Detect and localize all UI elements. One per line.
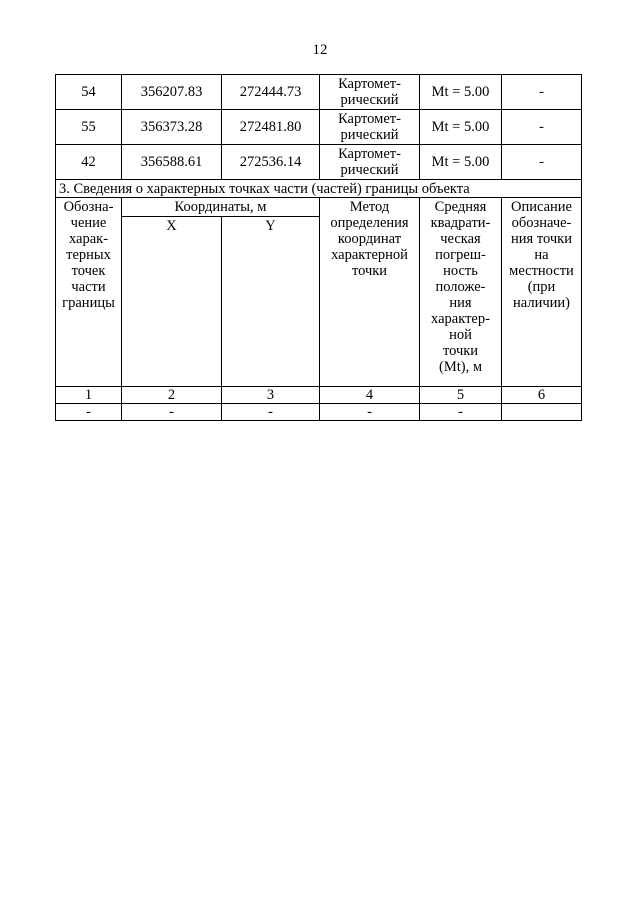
table-row [56, 145, 582, 180]
column-number: 6 [502, 387, 582, 404]
table-row [56, 110, 582, 145]
description-cell: - [502, 145, 582, 180]
y-coordinate-cell: 272536.14 [222, 145, 320, 180]
y-header: Y [222, 217, 320, 387]
empty-cell [502, 404, 582, 421]
coordinates-header: Координаты, м [122, 198, 320, 217]
section-title: 3. Сведения о характерных точках части (частей) границы объекта [56, 180, 582, 198]
y-coordinate-cell: 272444.73 [222, 75, 320, 110]
column-number: 4 [320, 387, 420, 404]
column-number: 5 [420, 387, 502, 404]
section-title-row [56, 180, 582, 198]
column-number: 2 [122, 387, 222, 404]
column-number: 1 [56, 387, 122, 404]
empty-cell: - [122, 404, 222, 421]
point-number-cell: 55 [56, 110, 122, 145]
column-number: 3 [222, 387, 320, 404]
table-row [56, 75, 582, 110]
description-header: Описание обозначе- ния точки на местности (при наличии) [502, 198, 582, 387]
method-header: Метод определения координат характерной точки [320, 198, 420, 387]
description-cell: - [502, 75, 582, 110]
accuracy-cell: Mt = 5.00 [420, 75, 502, 110]
point-number-cell: 42 [56, 145, 122, 180]
description-cell: - [502, 110, 582, 145]
y-coordinate-cell: 272481.80 [222, 110, 320, 145]
empty-cell: - [222, 404, 320, 421]
page-number: 12 [312, 42, 328, 58]
x-coordinate-cell: 356373.28 [122, 110, 222, 145]
x-header: X [122, 217, 222, 387]
accuracy-cell: Mt = 5.00 [420, 145, 502, 180]
empty-cell: - [320, 404, 420, 421]
accuracy-cell: Mt = 5.00 [420, 110, 502, 145]
column-numbers-row [56, 387, 582, 404]
point-number-cell: 54 [56, 75, 122, 110]
empty-cell: - [56, 404, 122, 421]
method-cell: Картомет- рический [320, 110, 420, 145]
x-coordinate-cell: 356588.61 [122, 145, 222, 180]
x-coordinate-cell: 356207.83 [122, 75, 222, 110]
accuracy-header: Средняя квадрати- ческая погреш- ность положе- ния характер- ной точки (Mt), м [420, 198, 502, 387]
method-cell: Картомет- рический [320, 75, 420, 110]
method-cell: Картомет- рический [320, 145, 420, 180]
header-row [56, 198, 582, 217]
boundary-points-table [55, 74, 582, 421]
designation-header: Обозна- чение харак- терных точек части границы [56, 198, 122, 387]
empty-cell: - [420, 404, 502, 421]
table-row [56, 404, 582, 421]
